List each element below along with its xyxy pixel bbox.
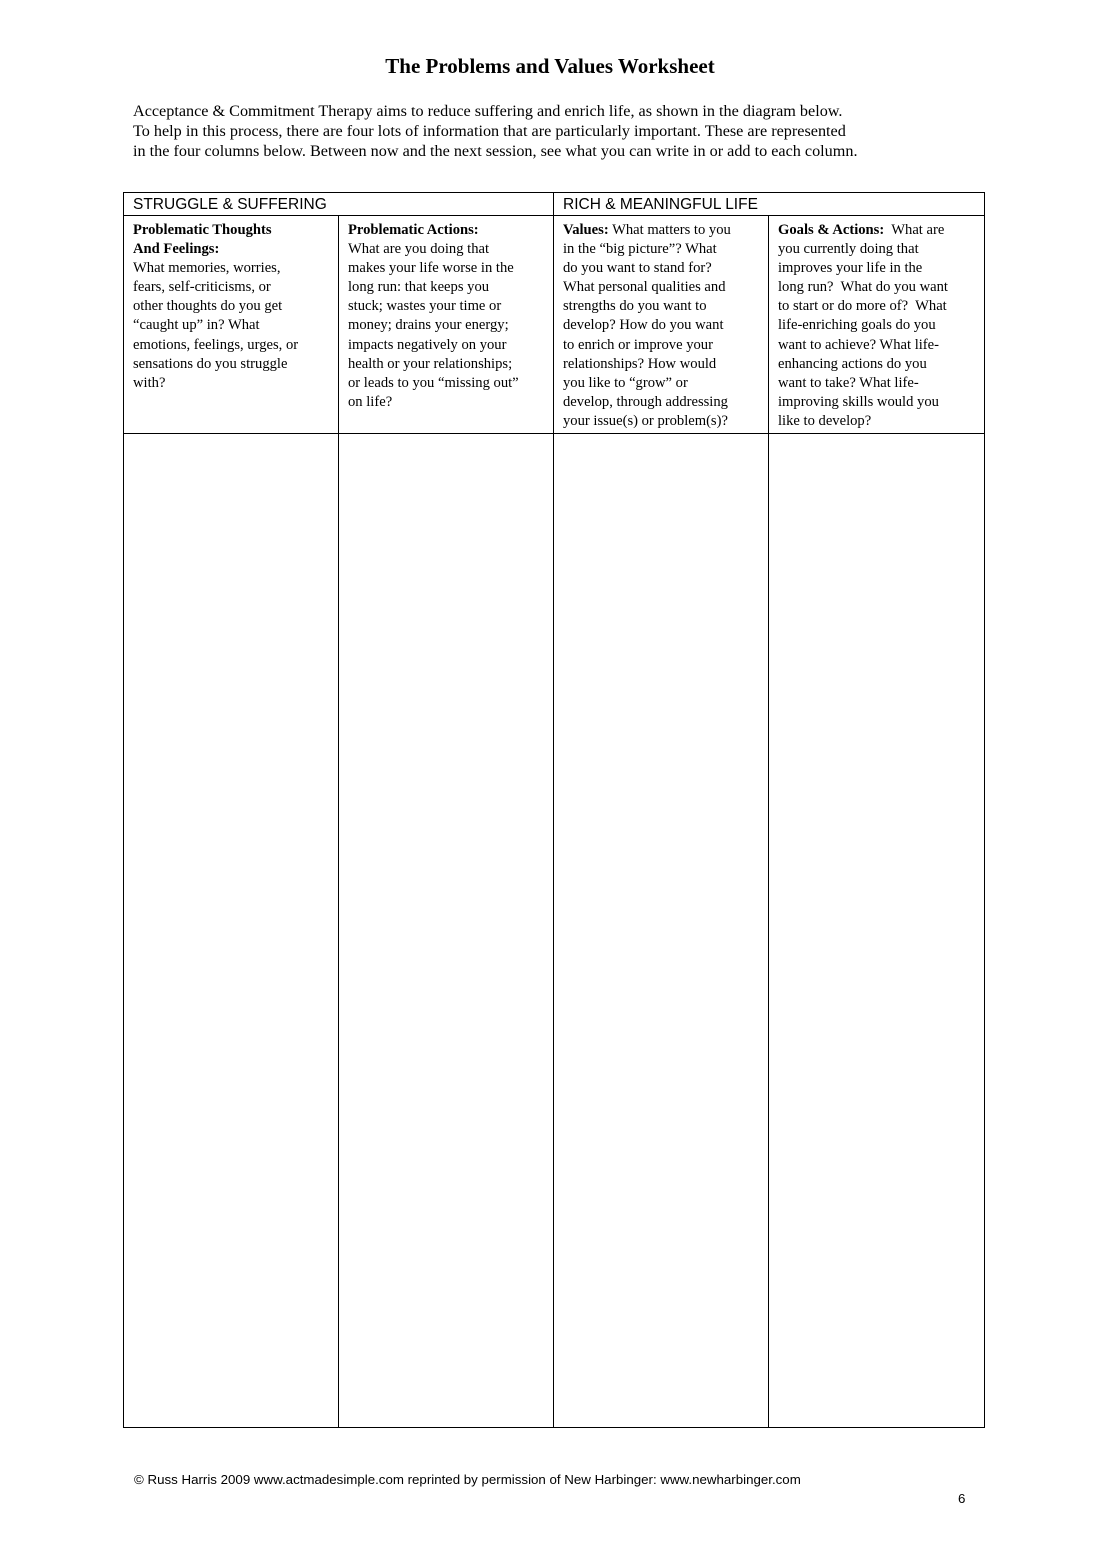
intro-paragraph	[133, 101, 983, 161]
column-header-text: want to take? What life-	[778, 374, 919, 391]
column-header-text: develop, through addressing	[563, 393, 728, 410]
column-header-text: fears, self-criticisms, or	[133, 279, 271, 296]
column-header	[769, 216, 984, 434]
group-header-struggle: STRUGGLE & SUFFERING	[124, 193, 554, 215]
column-header	[339, 216, 553, 434]
column-header-text: strengths do you want to	[563, 298, 707, 315]
column-header-text: to enrich or improve your	[563, 336, 713, 353]
column-header-text: “caught up” in? What	[133, 317, 260, 334]
column-header-line	[133, 297, 334, 316]
column-header-text: makes your life worse in the	[348, 260, 514, 277]
column-header-line	[348, 316, 549, 335]
column-header-line	[348, 221, 549, 240]
column-header-text: What memories, worries,	[133, 260, 281, 277]
column-header-bold-text: Values:	[563, 222, 609, 238]
column-header-line	[778, 316, 980, 335]
column-header-text: you currently doing that	[778, 241, 919, 258]
column-header-line	[133, 221, 334, 240]
column-header-text: stuck; wastes your time or	[348, 298, 502, 315]
column-header-line	[133, 336, 334, 355]
column-header-line	[778, 336, 980, 355]
column-header-line	[778, 240, 980, 259]
column-header-line	[563, 221, 764, 240]
column-header-bold-text: Problematic Thoughts	[133, 222, 272, 238]
column-header-line	[563, 259, 764, 278]
column-header-line	[133, 374, 334, 393]
column-header-line	[563, 278, 764, 297]
column-header-text: enhancing actions do you	[778, 355, 927, 372]
column-header-text: to start or do more of? What	[778, 298, 947, 315]
column-header-bold-text: Goals & Actions:	[778, 222, 885, 238]
column-header-line	[778, 297, 980, 316]
column-header-line	[563, 336, 764, 355]
column-header-text: on life?	[348, 393, 393, 410]
column-header-text: sensations do you struggle	[133, 355, 288, 372]
group-header-row	[124, 193, 984, 216]
column-header-bold-text: And Feelings:	[133, 241, 220, 258]
column-header-line	[348, 355, 549, 374]
column-header-line	[133, 316, 334, 335]
group-header-rich-life: RICH & MEANINGFUL LIFE	[563, 196, 758, 213]
column-header-line	[348, 374, 549, 393]
writing-area[interactable]	[769, 434, 984, 1427]
column-header	[554, 216, 768, 434]
column-header	[124, 216, 338, 434]
page-title: The Problems and Values Worksheet	[385, 54, 715, 78]
column-header-text: What are you doing that	[348, 241, 490, 258]
column-header-text: with?	[133, 374, 166, 391]
column-header-text: emotions, feelings, urges, or	[133, 336, 299, 353]
column-header-text: develop? How do you want	[563, 317, 724, 334]
intro-line: in the four columns below. Between now and the next session, see what you can write in or add to each column.	[133, 142, 858, 160]
column-header-line	[348, 297, 549, 316]
column-header-line	[563, 240, 764, 259]
column-header-line	[348, 240, 549, 259]
column-header-line	[563, 393, 764, 412]
intro-line: To help in this process, there are four lots of information that are particularly important. These are represented	[133, 122, 846, 140]
column-header-text: improves your life in the	[778, 260, 923, 277]
column-header-line	[133, 240, 334, 259]
writing-area[interactable]	[554, 434, 768, 1427]
writing-area[interactable]	[124, 434, 338, 1427]
column-header-line	[133, 259, 334, 278]
column-header-text: your issue(s) or problem(s)?	[563, 412, 728, 429]
column-problematic-actions	[339, 216, 554, 1427]
worksheet-table	[123, 192, 985, 1428]
column-header-line	[348, 393, 549, 412]
column-header-line	[133, 355, 334, 374]
column-header-line	[778, 278, 980, 297]
column-header-line	[133, 278, 334, 297]
column-header-line	[778, 412, 980, 431]
column-goals-actions	[769, 216, 984, 1427]
page-number: 6	[958, 1491, 966, 1506]
column-header-text: long run? What do you want	[778, 279, 948, 296]
column-header-text: What are	[884, 222, 945, 238]
column-header-line	[563, 316, 764, 335]
column-header-line	[563, 412, 764, 431]
column-header-line	[348, 336, 549, 355]
writing-area[interactable]	[339, 434, 553, 1427]
column-header-text: What matters to you	[608, 222, 731, 238]
column-header-text: improving skills would you	[778, 393, 939, 410]
column-header-bold-text: Problematic Actions:	[348, 222, 479, 238]
column-header-line	[563, 374, 764, 393]
column-thoughts-feelings	[124, 216, 339, 1427]
column-header-text: other thoughts do you get	[133, 298, 283, 315]
column-header-line	[778, 355, 980, 374]
column-header-text: long run: that keeps you	[348, 279, 490, 296]
column-header-text: in the “big picture”? What	[563, 241, 717, 258]
column-values	[554, 216, 769, 1427]
column-header-text: life-enriching goals do you	[778, 317, 936, 334]
column-header-line	[778, 393, 980, 412]
copyright-footer: © Russ Harris 2009 www.actmadesimple.com reprinted by permission of New Harbinger: www.newharbinger.com	[134, 1472, 801, 1487]
column-header-line	[563, 355, 764, 374]
intro-line: Acceptance & Commitment Therapy aims to reduce suffering and enrich life, as shown in the diagram below.	[133, 102, 843, 120]
column-header-text: What personal qualities and	[563, 279, 726, 296]
column-header-text: you like to “grow” or	[563, 374, 688, 391]
column-header-text: impacts negatively on your	[348, 336, 507, 353]
column-header-line	[778, 259, 980, 278]
column-header-text: health or your relationships;	[348, 355, 513, 372]
column-header-text: like to develop?	[778, 412, 872, 429]
column-header-text: want to achieve? What life-	[778, 336, 939, 353]
column-header-text: do you want to stand for?	[563, 260, 712, 277]
column-header-line	[778, 374, 980, 393]
column-header-line	[348, 259, 549, 278]
column-header-text: money; drains your energy;	[348, 317, 509, 334]
column-header-text: or leads to you “missing out”	[348, 374, 519, 391]
column-header-line	[778, 221, 980, 240]
column-header-line	[348, 278, 549, 297]
column-header-line	[563, 297, 764, 316]
column-header-text: relationships? How would	[563, 355, 717, 372]
